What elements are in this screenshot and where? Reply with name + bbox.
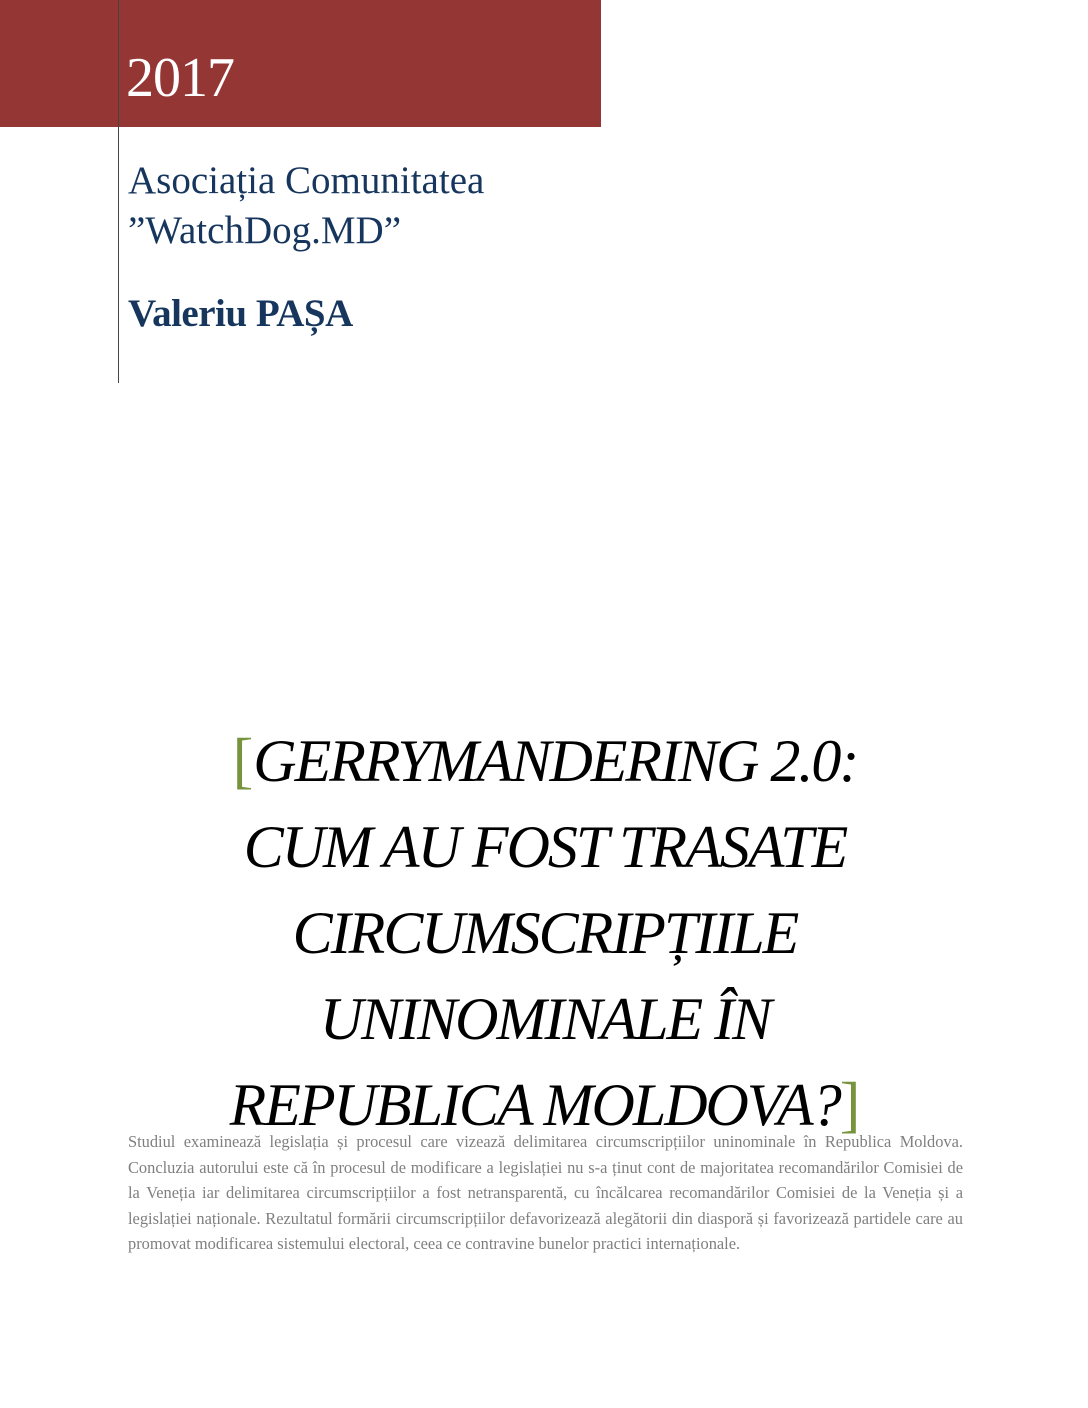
document-title	[125, 718, 965, 1148]
title-line-2: CUM AU FOST TRASATE	[243, 814, 847, 880]
title-line-3: CIRCUMSCRIPȚIILE	[292, 900, 798, 966]
abstract-paragraph: Studiul examinează legislația și procesul care vizează delimitarea circumscripțiilor uninominale în Republica Moldova. Concluzia autorului este că în procesul de modificare a legislației nu s-a ținut cont de majoritatea recomandărilor Comisiei de la Veneția iar delimitarea circumscripțiilor a fost netransparentă, cu încălcarea recomandărilor Comisiei de la Veneția și a legislației naționale. Rezultatul formării circumscripțiilor defavorizează alegătorii din diasporă și favorizează partidele care au promovat modificarea sistemului electoral, ceea ce contravine bunelor practici internaționale.	[128, 1132, 963, 1253]
organization-line-2: ”WatchDog.MD”	[128, 208, 402, 252]
year-label: 2017	[126, 47, 234, 109]
title-line-1	[125, 718, 965, 804]
author-name: Valeriu PAȘA	[128, 292, 353, 335]
organization-line-1: Asociația Comunitatea	[128, 159, 485, 202]
title-line-5-text: REPUBLICA MOLDOVA?	[229, 1072, 840, 1138]
title-open-bracket: [	[232, 727, 254, 795]
year-band	[0, 0, 601, 127]
title-line-1-text: GERRYMANDERING 2.0:	[253, 728, 858, 794]
title-line-4: UNINOMINALE ÎN	[319, 986, 771, 1052]
title-close-bracket: ]	[839, 1071, 861, 1139]
vertical-rule	[118, 0, 119, 383]
organization-name	[128, 156, 598, 256]
